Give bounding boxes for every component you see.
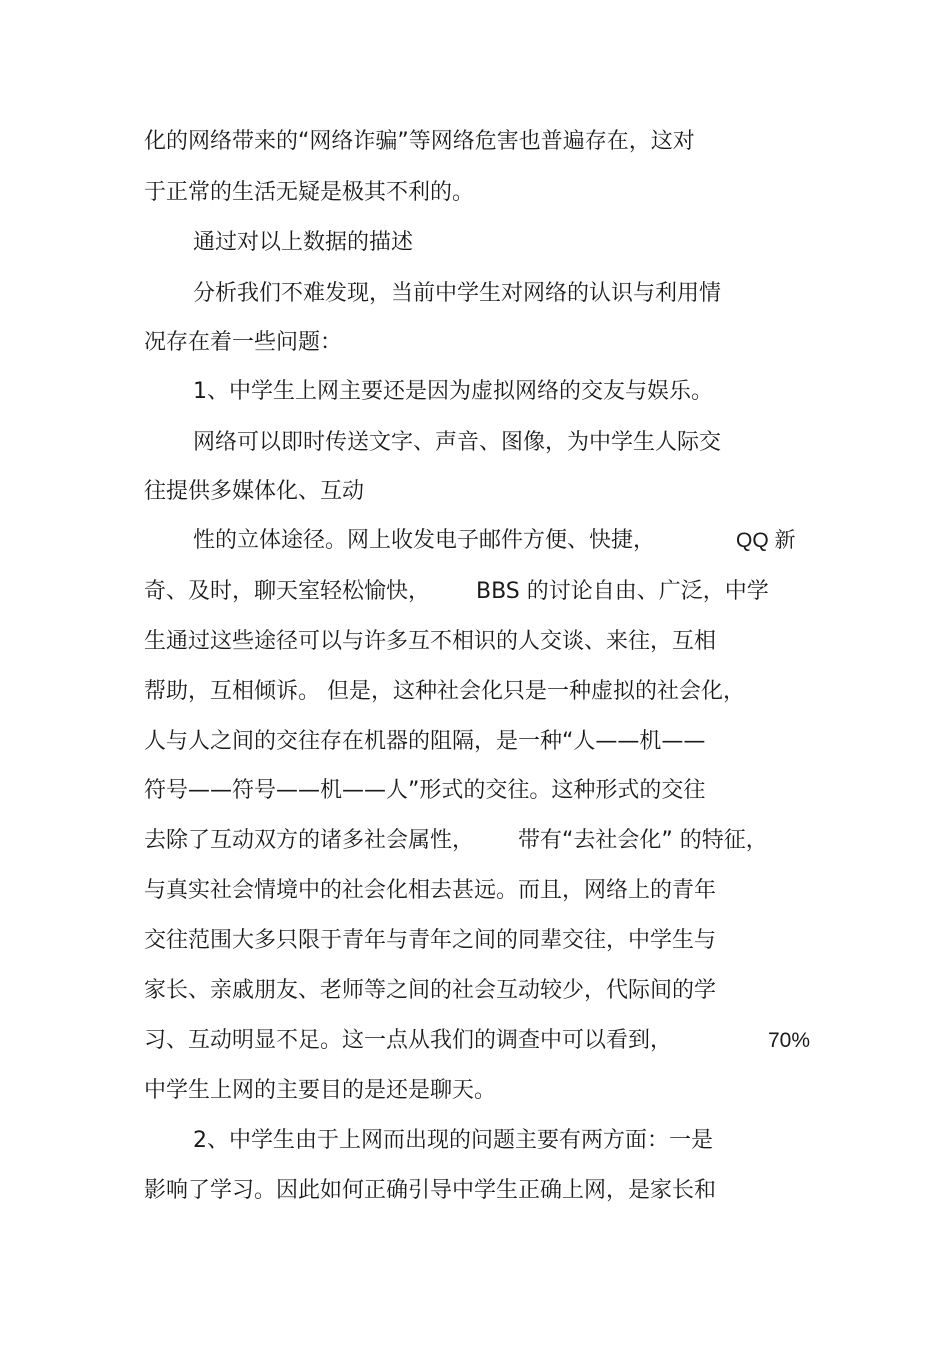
text-line: 习、互动明显不足。这一点从我们的调查中可以看到， bbox=[144, 1028, 673, 1053]
text-line: 带有“去社会化” 的特征， bbox=[518, 828, 768, 853]
text-line: BBS 的讨论自由、广泛，中学 bbox=[476, 579, 769, 604]
text-line: 去除了互动双方的诸多社会属性， bbox=[144, 828, 475, 853]
text-line: 帮助，互相倾诉。 但是，这种社会化只是一种虚拟的社会化， bbox=[144, 679, 745, 704]
text-line: 影响了学习。因此如何正确引导中学生正确上网，是家长和 bbox=[144, 1178, 717, 1203]
text-line: 符号——符号——机——人”形式的交往。这种形式的交往 bbox=[144, 778, 706, 803]
text-line: 网络可以即时传送文字、声音、图像，为中学生人际交 bbox=[193, 430, 722, 455]
text-line: 奇、及时，聊天室轻松愉快， bbox=[144, 579, 431, 604]
text-line: 性的立体途径。网上收发电子邮件方便、快捷， bbox=[193, 528, 656, 553]
text-line: 生通过这些途径可以与许多互不相识的人交谈、来往，互相 bbox=[144, 629, 717, 654]
text-line: 与真实社会情境中的社会化相去甚远。而且，网络上的青年 bbox=[144, 878, 717, 903]
text-line: 中学生上网的主要目的是还是聊天。 bbox=[144, 1078, 497, 1103]
text-line: 人与人之间的交往存在机器的阻隔，是一种“人——机—— bbox=[144, 729, 706, 754]
text-line: 70% bbox=[768, 1029, 811, 1052]
text-line: 况存在着一些问题： bbox=[144, 330, 343, 355]
text-line: 于正常的生活无疑是极其不利的。 bbox=[144, 180, 475, 205]
text-line: 交往范围大多只限于青年与青年之间的同辈交往，中学生与 bbox=[144, 928, 717, 953]
text-line: 化的网络带来的“网络诈骗”等网络危害也普遍存在，这对 bbox=[144, 129, 695, 154]
text-line: 往提供多媒体化、互动 bbox=[144, 479, 365, 504]
text-line: 分析我们不难发现，当前中学生对网络的认识与利用情 bbox=[193, 281, 722, 306]
text-line: 1、中学生上网主要还是因为虚拟网络的交友与娱乐。 bbox=[193, 379, 713, 404]
text-line: QQ 新 bbox=[736, 529, 796, 552]
text-line: 家长、亲戚朋友、老师等之间的社会互动较少，代际间的学 bbox=[144, 978, 717, 1003]
text-line: 通过对以上数据的描述 bbox=[193, 230, 414, 255]
text-line: 2、中学生由于上网而出现的问题主要有两方面：一是 bbox=[193, 1128, 713, 1153]
